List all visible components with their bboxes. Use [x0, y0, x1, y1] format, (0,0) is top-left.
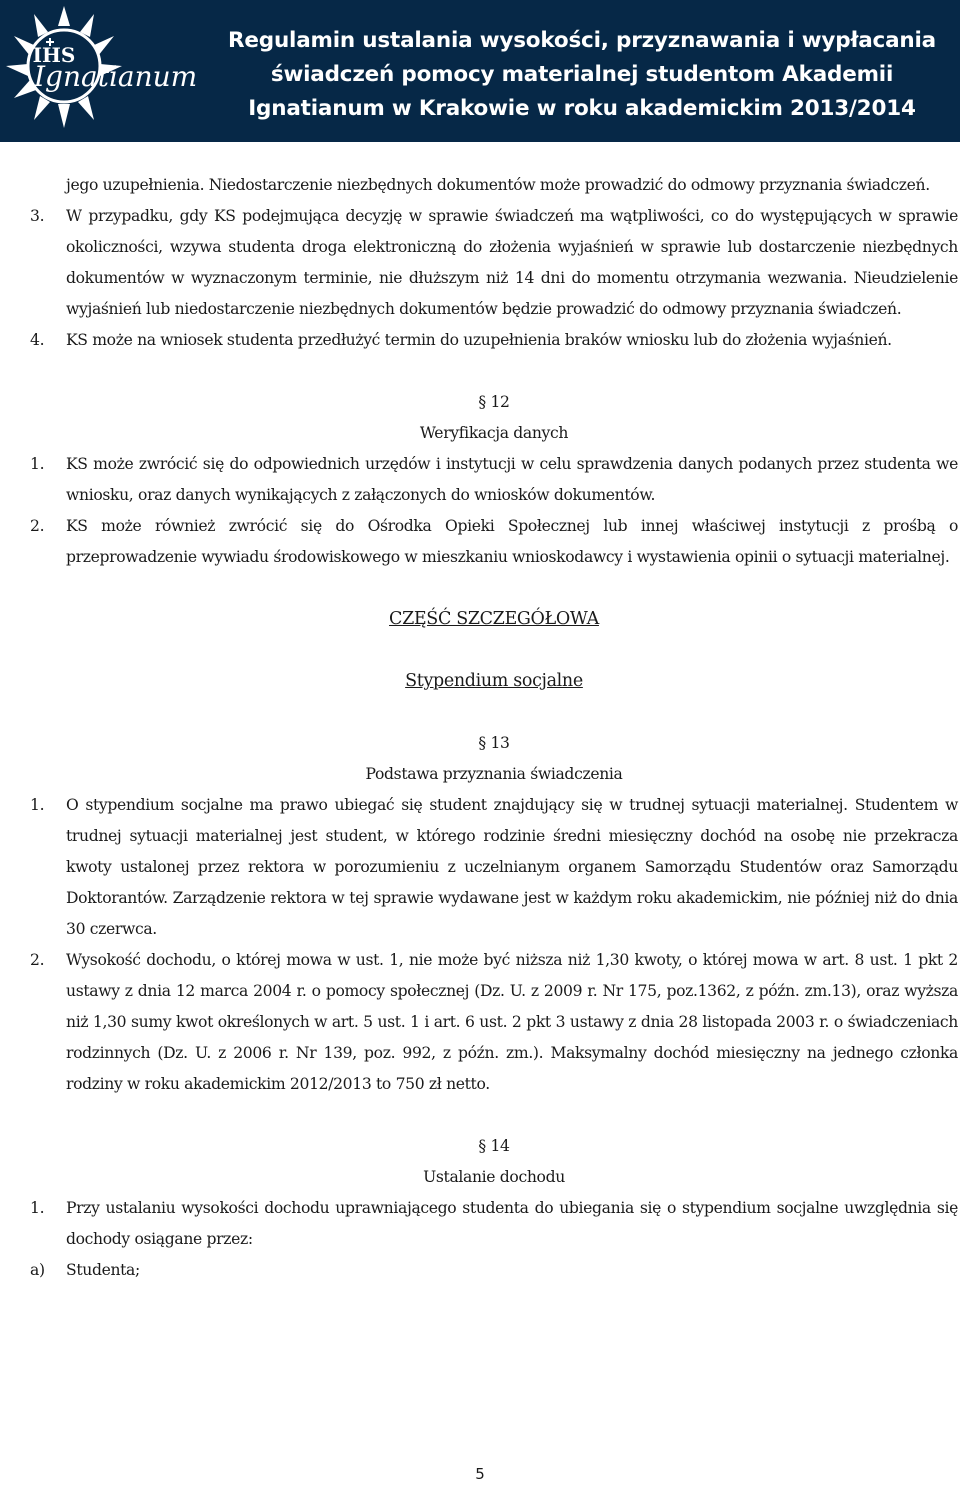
- page-number: 5: [475, 1465, 485, 1483]
- list-item-number: 1.: [30, 1199, 45, 1217]
- title-line-2: świadczeń pomocy materialnej studentom Akademii: [270, 62, 894, 87]
- list-item: [30, 790, 958, 945]
- list-item: [30, 449, 958, 511]
- section-title-13: Podstawa przyznania świadczenia: [365, 765, 623, 783]
- list-item-number: 2.: [30, 517, 45, 535]
- list-item-text: W przypadku, gdy KS podejmująca decyzję w sprawie świadczeń ma wątpliwości, co do występujących w sprawie okoliczności, wzywa studenta droga elektroniczną do złożenia wyjaśnień w sprawie lub dostarczenie niezbędnych dokumentów w wyznaczonym terminie, nie dłuższym niż 14 dni do momentu otrzymania wezwania. Nieudzielenie wyjaśnień lub niedostarczenie niezbędnych dokumentów będzie prowadzić do odmowy przyznania świadczeń.: [66, 207, 958, 318]
- list-item: [30, 511, 958, 573]
- list-item-text: Studenta;: [66, 1261, 140, 1279]
- title-line-3: Ignatianum w Krakowie w roku akademickim 2013/2014: [248, 96, 916, 121]
- svg-text:Ignatianum: Ignatianum: [34, 60, 198, 93]
- list-item-text: Wysokość dochodu, o której mowa w ust. 1, nie może być niższa niż 1,30 kwoty, o której mowa w art. 8 ust. 1 pkt 2 ustawy z dnia 12 marca 2004 r. o pomocy społecznej (Dz. U. z 2009 r. Nr 175, poz.1362, z późn. zm.13), oraz wyższa niż 1,30 sumy kwot określonych w art. 5 ust. 1 i art. 6 ust. 2 pkt 3 ustawy z dnia 28 listopada 2003 r. o świadczeniach rodzinnych (Dz. U. z 2006 r. Nr 139, poz. 992, z późn. zm.). Maksymalny dochód miesięczny na jednego członka rodziny w roku akademickim 2012/2013 to 750 zł netto.: [66, 951, 958, 1093]
- list-item-number: 1.: [30, 796, 45, 814]
- list-item-text: KS może na wniosek studenta przedłużyć termin do uzupełnienia braków wniosku lub do złożenia wyjaśnień.: [66, 331, 892, 349]
- list-item-text: KS może zwrócić się do odpowiednich urzędów i instytucji w celu sprawdzenia danych podanych przez studenta we wniosku, oraz danych wynikających z załączonych do wniosków dokumentów.: [66, 455, 958, 504]
- subsection-heading: Stypendium socjalne: [405, 671, 583, 691]
- document-body: [30, 170, 958, 1286]
- title-line-1: Regulamin ustalania wysokości, przyznawania i wypłacania: [228, 28, 936, 53]
- list-item-number: 3.: [30, 207, 45, 225]
- list-item-number: 2.: [30, 951, 45, 969]
- list-item: [30, 325, 958, 356]
- list-item-number: a): [30, 1261, 45, 1279]
- section-title-12: Weryfikacja danych: [419, 424, 569, 442]
- paragraph-continuation: jego uzupełnienia. Niedostarczenie niezbędnych dokumentów może prowadzić do odmowy przyznania świadczeń.: [66, 176, 930, 194]
- list-item-number: 1.: [30, 455, 45, 473]
- list-item-text: O stypendium socjalne ma prawo ubiegać się student znajdujący się w trudnej sytuacji materialnej. Studentem w trudnej sytuacji materialnej jest student, w którego rodzinie średni miesięczny dochód na osobę nie przekracza kwoty ustalonej przez rektora w porozumieniu z uczelnianym organem Samorządu Studentów oraz Samorządu Doktorantów. Zarządzenie rektora w tej sprawie wydawane jest w każdym roku akademickim, nie później niż do dnia 30 czerwca.: [66, 796, 958, 938]
- list-item: [30, 945, 958, 1100]
- part-heading: CZĘŚĆ SZCZEGÓŁOWA: [389, 609, 599, 629]
- svg-text:IHS: IHS: [32, 43, 76, 67]
- list-item: [30, 1193, 958, 1255]
- list-item-number: 4.: [30, 331, 45, 349]
- list-item: [30, 201, 958, 325]
- section-number-13: § 13: [478, 734, 510, 752]
- list-item-text: Przy ustalaniu wysokości dochodu uprawniającego studenta do ubiegania się o stypendium socjalne uwzględnia się dochody osiągane przez:: [66, 1199, 958, 1248]
- document-title: [222, 24, 942, 126]
- section-number-12: § 12: [478, 393, 510, 411]
- ignatianum-logo: [4, 4, 208, 136]
- list-item: [30, 1255, 958, 1286]
- document-header: [0, 0, 960, 142]
- section-number-14: § 14: [478, 1137, 510, 1155]
- list-item-text: KS może również zwrócić się do Ośrodka Opieki Społecznej lub innej właściwej instytucji z prośbą o przeprowadzenie wywiadu środowiskowego w mieszkaniu wnioskodawcy i wystawienia opinii o sytuacji materialnej.: [66, 517, 958, 566]
- section-title-14: Ustalanie dochodu: [423, 1168, 565, 1186]
